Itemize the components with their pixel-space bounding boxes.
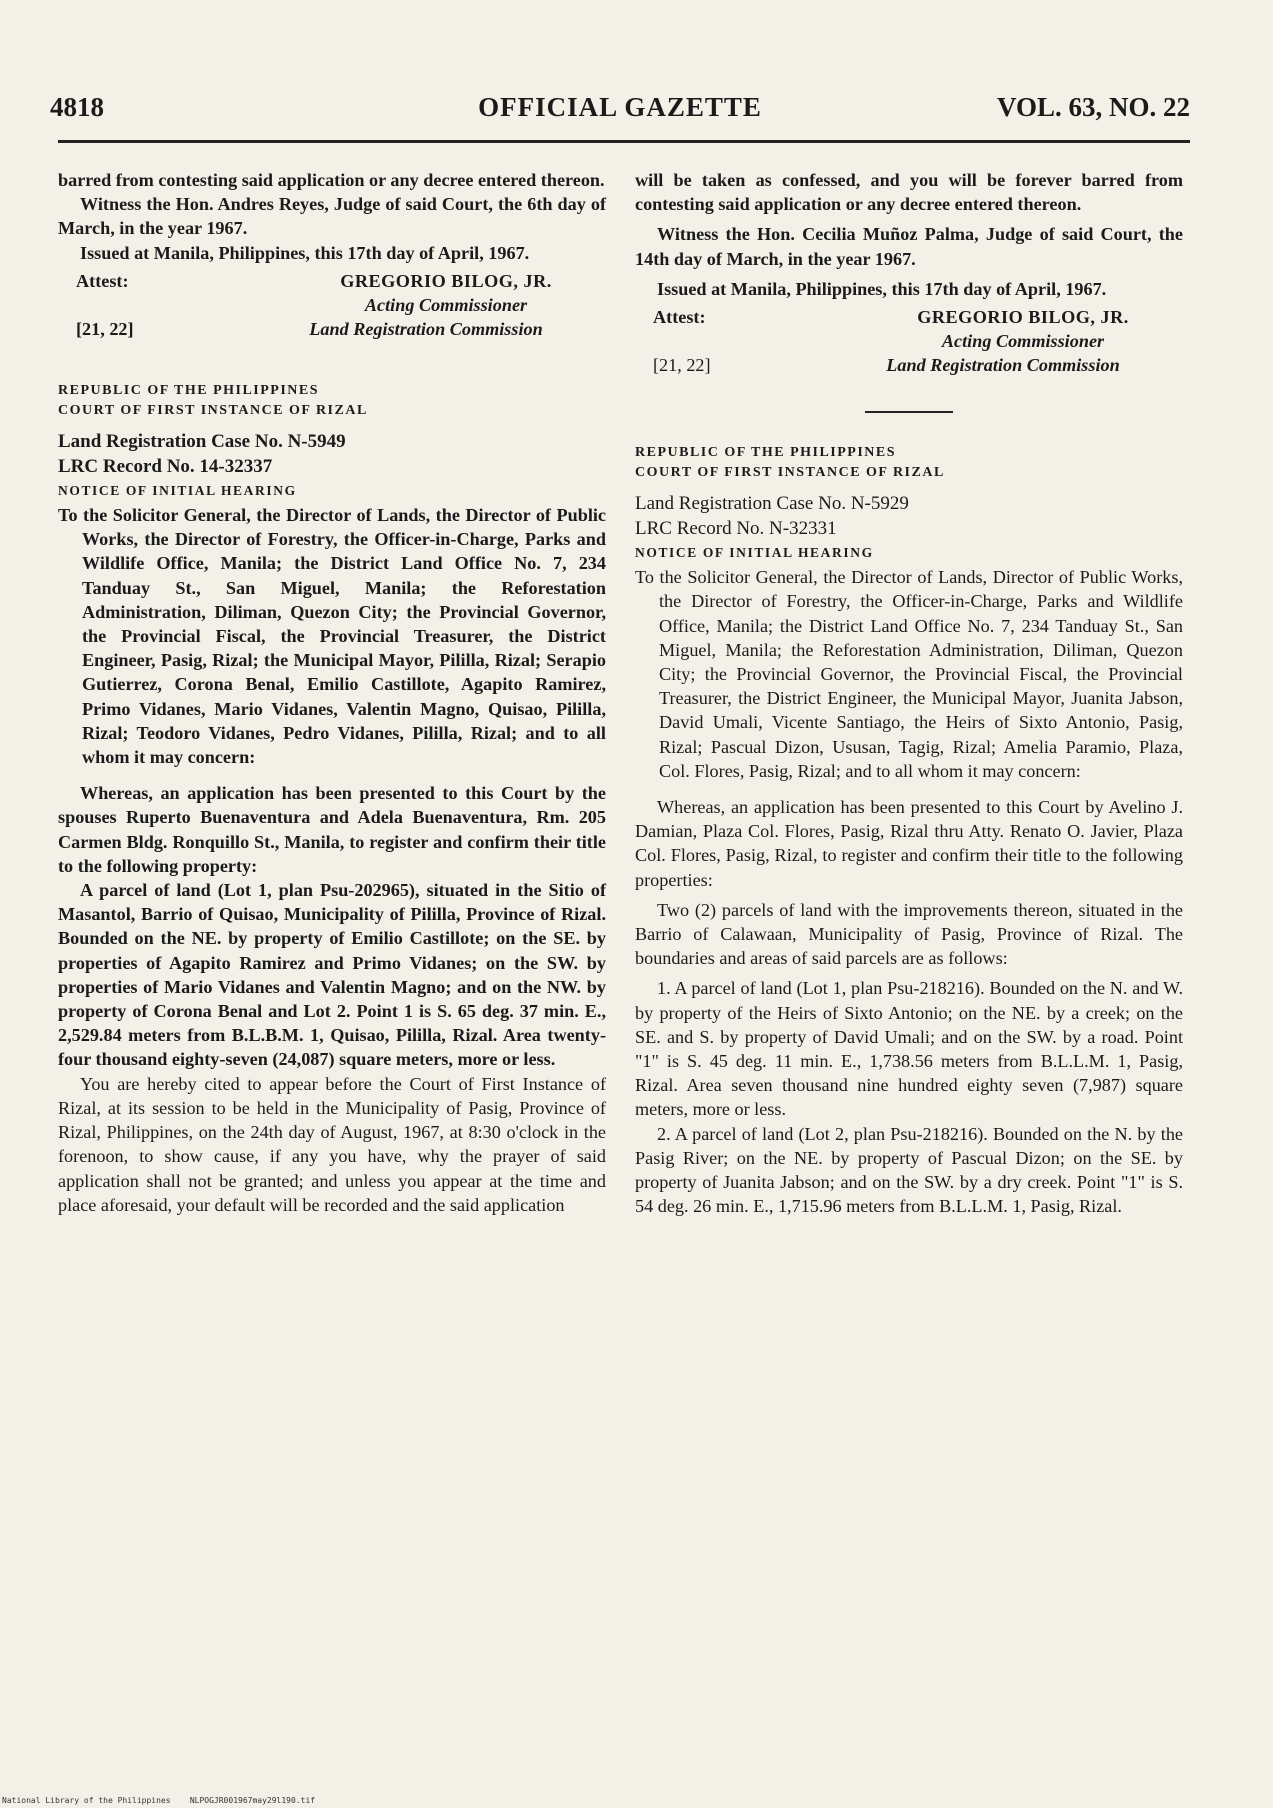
whereas-paragraph: Whereas, an application has been presented to this Court by the spouses Ruperto Buenaventura and Adela Buenaventura, Rm. 205 Carmen Bldg. Ronquillo St., Manila, to register and confirm their title to the following property: xyxy=(58,783,606,876)
volume-issue: VOL. 63, NO. 22 xyxy=(997,92,1190,122)
lrc-record: LRC Record No. 14-32337 xyxy=(58,455,273,477)
scan-footer xyxy=(2,1796,315,1805)
page-header xyxy=(50,92,1190,132)
court-heading: COURT OF FIRST INSTANCE OF RIZAL xyxy=(58,402,368,418)
court-heading: COURT OF FIRST INSTANCE OF RIZAL xyxy=(635,465,945,481)
addressees-paragraph: To the Solicitor General, the Director of Lands, the Director of Public Works, the Director of Forestry, the Officer-in-Charge, Parks and Wildlife Office, Manila; the District Land Office No. 7, 234 Tanduay St., San Miguel, Manila; the Reforestation Administration, Diliman, Quezon City; the Provincial Governor, the Provincial Fiscal, the Provincial Treasurer, the District Engineer, Pasig, Rizal; the Municipal Mayor, Pililla, Rizal; Serapio Gutierrez, Corona Benal, Emilio Castillote, Agapito Ramirez, Primo Vidanes, Mario Vidanes, Valentin Magno, Quisao, Pililla, Rizal; Teodoro Vidanes, Pedro Vidanes, Pililla, Rizal; and to all whom it may concern: xyxy=(58,505,606,768)
attest-label: Attest: xyxy=(76,270,129,291)
library-credit: National Library of the Philippines xyxy=(2,1796,171,1805)
signatory-org-line xyxy=(58,317,606,341)
issued-paragraph: Issued at Manila, Philippines, this 17th day of April, 1967. xyxy=(80,242,530,263)
signatory-title: Acting Commissioner xyxy=(941,331,1105,352)
republic-heading: REPUBLIC OF THE PHILIPPINES xyxy=(635,445,897,461)
notice-heading: NOTICE OF INITIAL HEARING xyxy=(58,482,297,498)
publication-title: OFFICIAL GAZETTE xyxy=(478,92,762,122)
section-separator xyxy=(865,411,953,413)
left-column xyxy=(58,168,606,1217)
reference-number: [21, 22] xyxy=(76,318,134,339)
republic-heading: REPUBLIC OF THE PHILIPPINES xyxy=(58,382,320,398)
two-parcels-paragraph: Two (2) parcels of land with the improvements thereon, situated in the Barrio of Calawaan, Municipality of Pasig, Province of Rizal. The boundaries and areas of said parcels are as follows: xyxy=(635,899,1183,969)
attest-label: Attest: xyxy=(653,307,706,328)
lrc-record: LRC Record No. N-32331 xyxy=(635,518,837,540)
parcel-1-description: 1. A parcel of land (Lot 1, plan Psu-218216). Bounded on the N. and W. by property of the Heirs of Sixto Antonio; on the NE. by a creek; on the SE. and S. by property of David Umali; and on the SW. by a road. Point "1" is S. 45 deg. 11 min. E., 1,738.56 meters from B.L.L.M. 1, Pasig, Rizal. Area seven thousand nine hundred eighty seven (7,987) square meters, more or less. xyxy=(635,978,1183,1120)
attest-line xyxy=(635,305,1183,329)
signatory-title: Acting Commissioner xyxy=(364,294,528,315)
signatory-name: GREGORIO BILOG, JR. xyxy=(917,307,1129,328)
scan-filename: NLPOGJR001967may29l190.tif xyxy=(189,1796,316,1805)
reference-number: [21, 22] xyxy=(653,355,711,376)
parcel-2-description: 2. A parcel of land (Lot 2, plan Psu-218216). Bounded on the N. by the Pasig River; on the NE. by property of Pascual Dizon; on the SE. by property of Juanita Jabson; and on the SW. by a dry creek. Point "1" is S. 54 deg. 26 min. E., 1,715.96 meters from B.L.L.M. 1, Pasig, Rizal. xyxy=(635,1123,1183,1217)
issued-paragraph: Issued at Manila, Philippines, this 17th day of April, 1967. xyxy=(657,278,1107,299)
signatory-title-line xyxy=(58,293,606,317)
signatory-org-line xyxy=(635,353,1183,377)
addressees-paragraph: To the Solicitor General, the Director of Lands, Director of Public Works, the Director of Forestry, the Officer-in-Charge, Parks and Wildlife Office, Manila; the District Land Office No. 7, 234 Tanduay St., San Miguel, Manila; the Reforestation Administration, Diliman, Quezon City; the Provincial Governor, the Provincial Fiscal, the Provincial Treasurer, the District Engineer, the Municipal Mayor, Juanita Jabson, David Umali, Vicente Santiago, the Heirs of Sixto Antonio, Pasig, Rizal; Pascual Dizon, Ususan, Tagig, Rizal; Amelia Paramio, Plaza, Col. Flores, Pasig, Rizal; and to all whom it may concern: xyxy=(635,567,1183,781)
right-column xyxy=(635,168,1183,1219)
whereas-paragraph: Whereas, an application has been presented to this Court by Avelino J. Damian, Plaza Col. Flores, Pasig, Rizal thru Atty. Renato O. Javier, Plaza Col. Flores, Pasig, Rizal, to register and confirm their title to the following properties: xyxy=(635,797,1183,890)
continued-text: will be taken as confessed, and you will be forever barred from contesting said application or any decree entered thereon. xyxy=(635,170,1183,215)
continued-text: barred from contesting said application or any decree entered thereon. xyxy=(58,170,605,190)
page-number: 4818 xyxy=(50,92,104,122)
attest-line xyxy=(58,269,606,293)
witness-paragraph: Witness the Hon. Andres Reyes, Judge of said Court, the 6th day of March, in the year 1967. xyxy=(58,194,606,239)
witness-paragraph: Witness the Hon. Cecilia Muñoz Palma, Judge of said Court, the 14th day of March, in the year 1967. xyxy=(635,224,1183,269)
notice-heading: NOTICE OF INITIAL HEARING xyxy=(635,545,874,561)
header-rule xyxy=(58,140,1190,143)
case-number: Land Registration Case No. N-5949 xyxy=(58,430,346,452)
signatory-title-line xyxy=(635,329,1183,353)
parcel-description: A parcel of land (Lot 1, plan Psu-202965), situated in the Sitio of Masantol, Barrio of Quisao, Municipality of Pililla, Province of Rizal. Bounded on the NE. by property of Emilio Castillote; on the SE. by properties of Agapito Ramirez and Primo Vidanes; on the SW. by properties of Mario Vidanes and Valentin Magno; and on the NW. by property of Corona Benal and Lot 2. Point 1 is S. 65 deg. 37 min. E., 2,529.84 meters from B.L.B.M. 1, Quisao, Pililla, Rizal. Area twenty-four thousand eighty-seven (24,087) square meters, more or less. xyxy=(58,880,606,1070)
cited-paragraph: You are hereby cited to appear before the Court of First Instance of Rizal, at its session to be held in the Municipality of Pasig, Province of Rizal, Philippines, on the 24th day of August, 1967, at 8:30 o'clock in the forenoon, to show cause, if any you have, why the prayer of said application shall not be granted; and unless you appear at the time and place aforesaid, your default will be recorded and the said application xyxy=(58,1073,606,1215)
signatory-org: Land Registration Commission xyxy=(886,355,1120,376)
signatory-org: Land Registration Commission xyxy=(309,318,543,339)
case-number: Land Registration Case No. N-5929 xyxy=(635,493,909,515)
signatory-name: GREGORIO BILOG, JR. xyxy=(340,270,552,291)
